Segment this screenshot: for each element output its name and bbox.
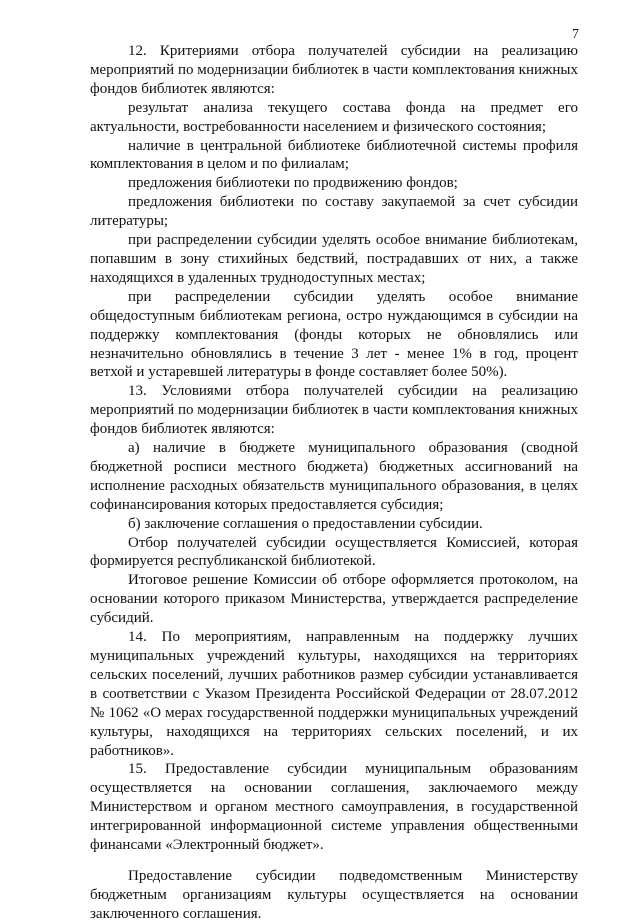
page-number: 7: [572, 27, 579, 42]
selection-commission: Отбор получателей субсидии осуществляется Комиссией, которая формируется республиканской библиотекой.: [90, 534, 578, 570]
document-body: [90, 42, 578, 924]
condition-agreement: б) заключение соглашения о предоставлении субсидии.: [128, 515, 483, 532]
paragraph-15: 15. Предоставление субсидии муниципальным образованиям осуществляется на основании соглашения, заключаемого между Министерством и органом местного самоуправления, в государственной интегрированной информационной системе управления общественными финансами «Электронный бюджет».: [90, 761, 578, 854]
criterion-purchase-list: предложения библиотеки по составу закупаемой за счет субсидии литературы;: [90, 194, 578, 230]
criterion-fund-promotion: предложения библиотеки по продвижению фондов;: [128, 175, 458, 192]
criterion-fund-analysis: результат анализа текущего состава фонда на предмет его актуальности, востребованности населением и физического состояния;: [90, 99, 578, 135]
criterion-disaster-libraries: при распределении субсидии уделять особое внимание библиотекам, попавшим в зону стихийных бедствий, пострадавших от них, а также находящихся в удаленных труднодоступных местах;: [90, 232, 578, 286]
paragraph-12: 12. Критериями отбора получателей субсидии на реализацию мероприятий по модернизации библиотек в части комплектования книжных фондов библиотек являются:: [90, 43, 578, 97]
criterion-public-libraries: при распределении субсидии уделять особое внимание общедоступным библиотекам региона, остро нуждающимся в субсидии на поддержку комплектования (фонды которых не обновлялись или незначительно обновлялись в течение 3 лет - менее 1% в год, процент ветхой и устаревшей литературы в фонде составляет более 50%).: [90, 288, 578, 381]
commission-decision: Итоговое решение Комиссии об отборе оформляется протоколом, на основании которого приказом Министерства, утверждается распределение субсидий.: [90, 572, 578, 627]
paragraph-13: 13. Условиями отбора получателей субсидии на реализацию мероприятий по модернизации библиотек в части комплектования книжных фондов библиотек являются:: [90, 383, 578, 438]
condition-budget-allocations: а) наличие в бюджете муниципального образования (сводной бюджетной росписи местного бюджета) бюджетных ассигнований на исполнение расходных обязательств муниципального образования, в целях софинансирования которых предоставляется субсидия;: [90, 440, 578, 513]
subordinate-organizations: Предоставление субсидии подведомственным Министерству бюджетным организациям культуры осуществляется на основании заключенного соглашения.: [90, 867, 578, 922]
criterion-acquisition-profile: наличие в центральной библиотеке библиотечной системы профиля комплектования в целом и по филиалам;: [90, 137, 578, 173]
paragraph-14: 14. По мероприятиям, направленным на поддержку лучших муниципальных учреждений культуры, находящихся на территориях сельских поселений, лучших работников размер субсидии устанавливается в соответствии с Указом Президента Российской Федерации от 28.07.2012 № 1062 «О мерах государственной поддержки муниципальных учреждений культуры, находящихся на территориях сельских поселений, и их работников».: [90, 629, 578, 759]
